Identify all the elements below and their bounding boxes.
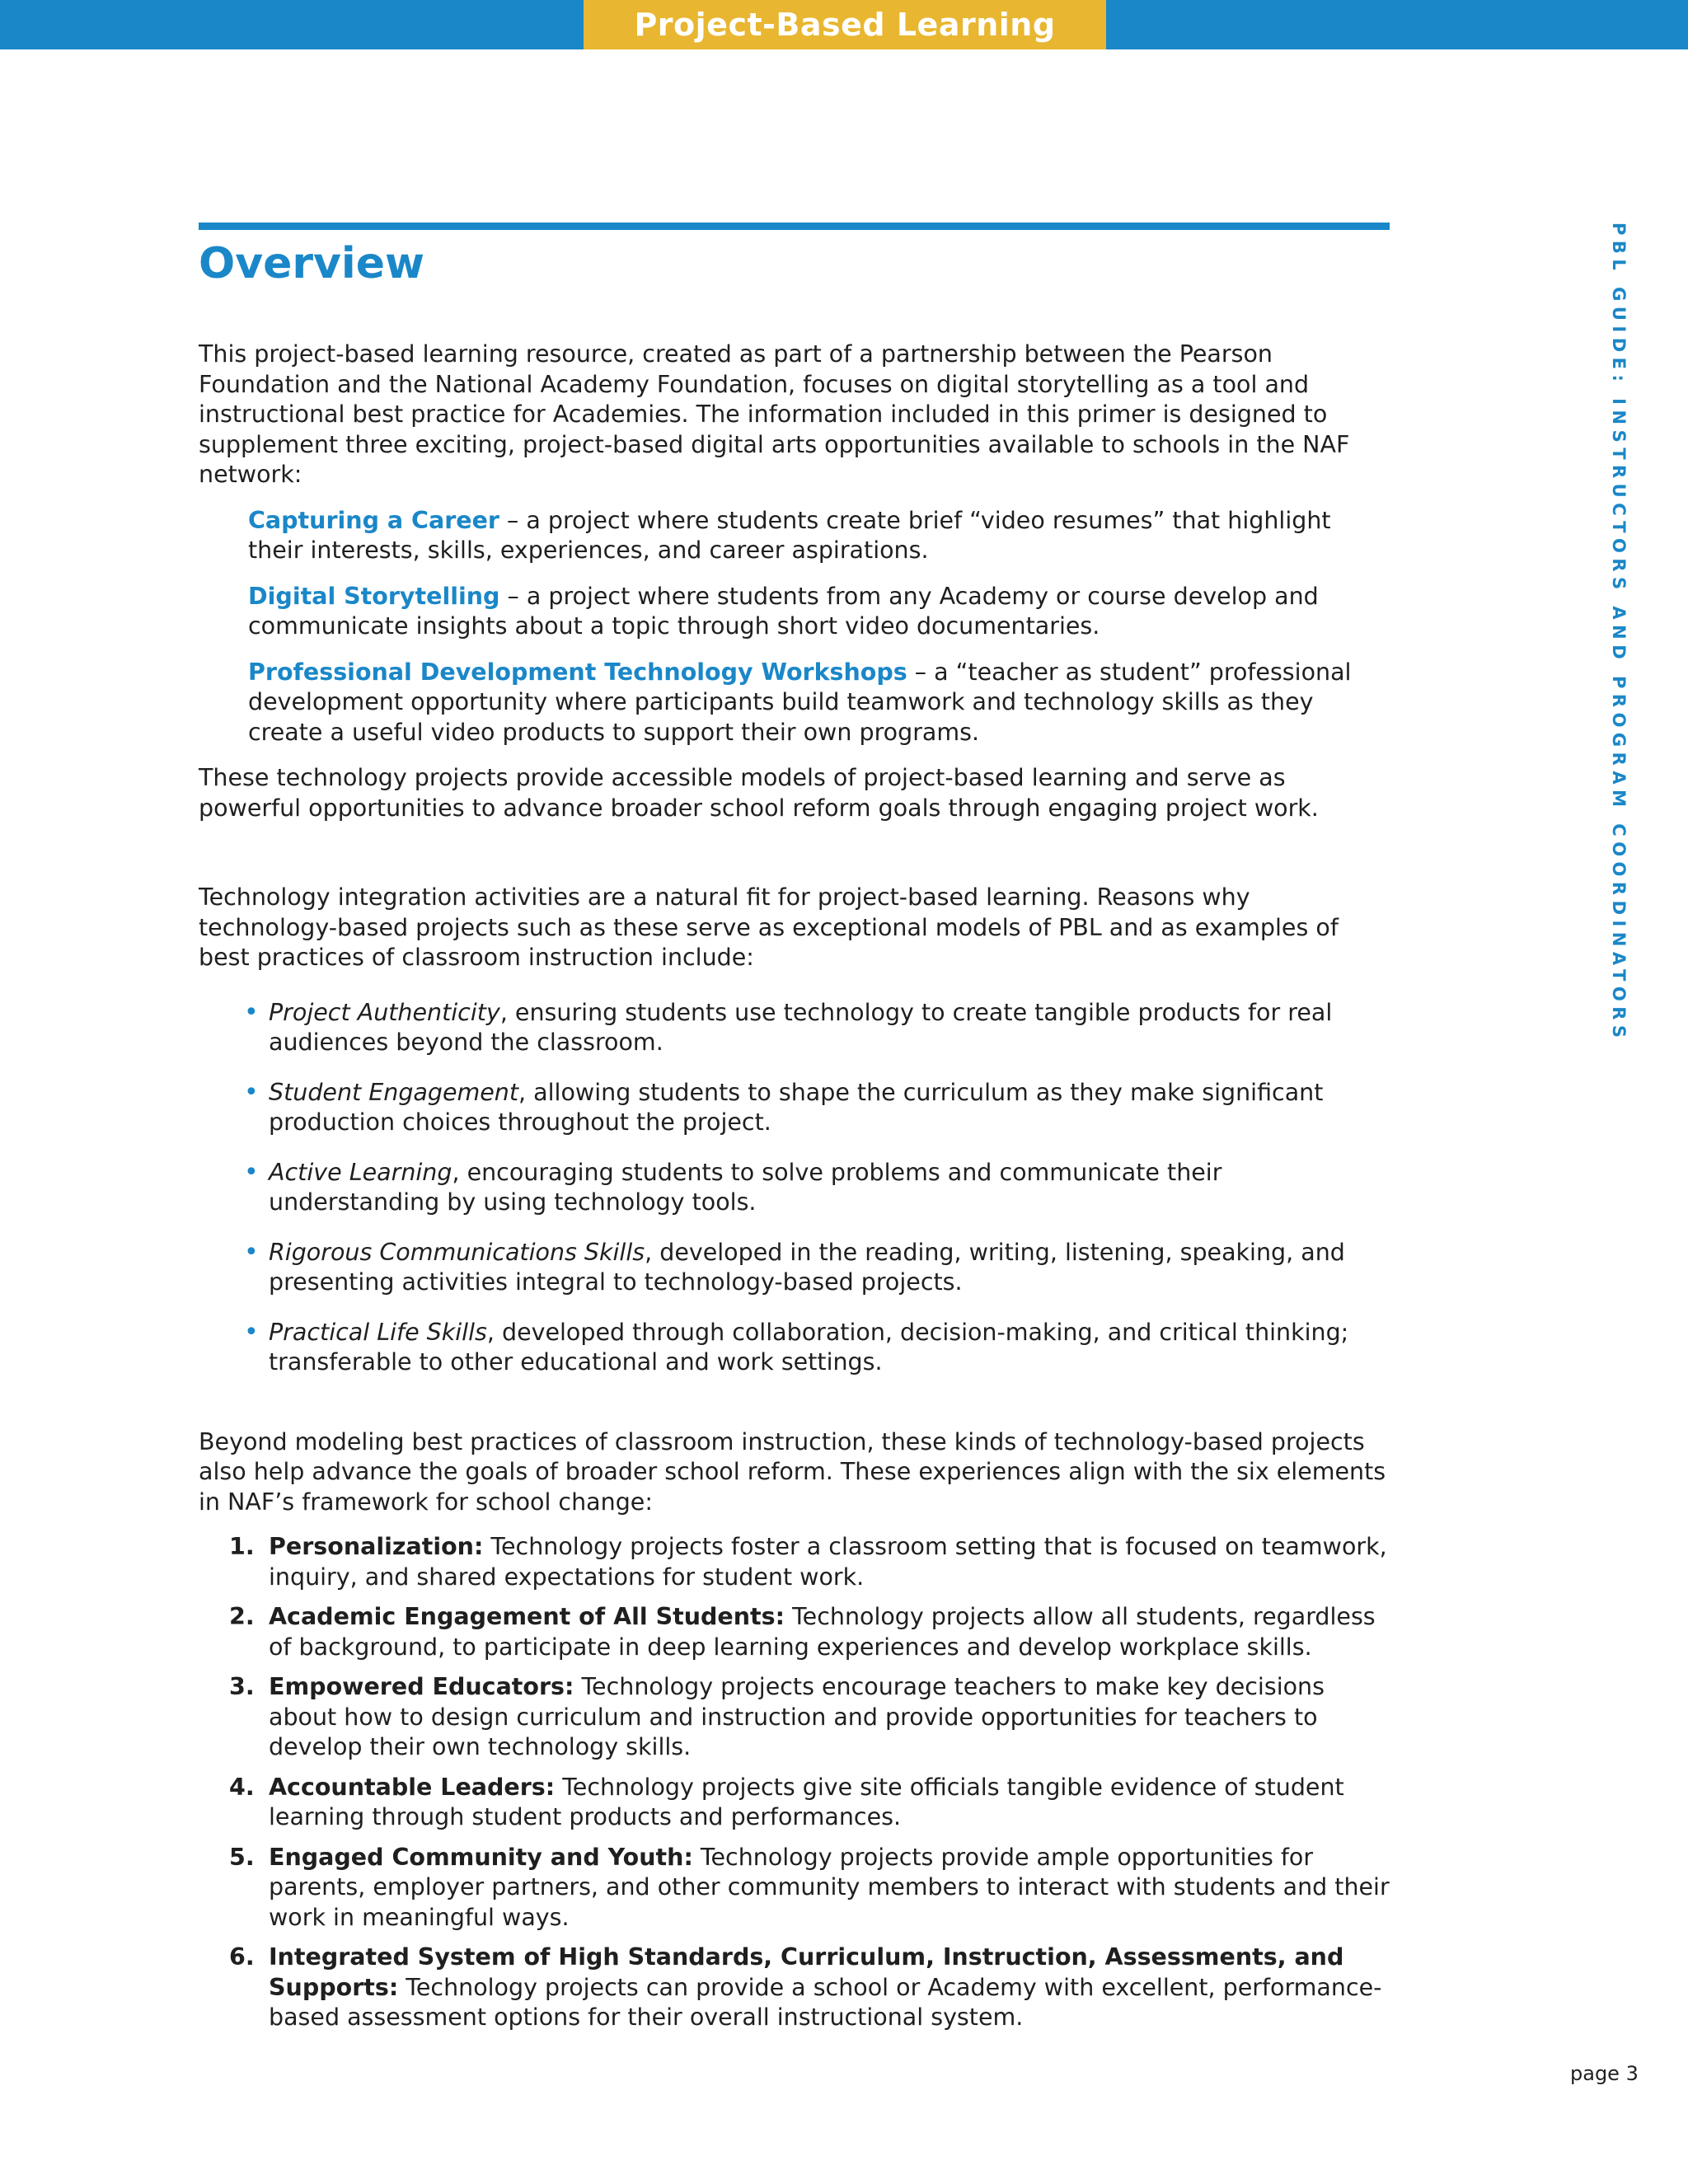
list-item [199, 1318, 1390, 1378]
bullet-icon: • [244, 997, 259, 1027]
reason-text: , developed in the reading, writing, listening, speaking, and presenting activities integral to technology-based projects. [269, 1238, 1345, 1296]
list-item [199, 1238, 1390, 1298]
intro-paragraph: This project-based learning resource, created as part of a partnership between the Pearson Foundation and the National Academy Foundation, focuses on digital storytelling as a tool and instructional best practice for Academies. The information included in this primer is designed to supplement three exciting, project-based digital arts opportunities available to schools in the NAF network: [199, 340, 1350, 488]
element-text: Technology projects give site officials tangible evidence of student learning through student products and performances. [269, 1773, 1344, 1830]
list-item [199, 998, 1390, 1058]
reason-term: Project Authenticity [269, 998, 500, 1026]
project-description: – a “teacher as student” professional development opportunity where participants build teamwork and technology skills as they create a useful video products to support their own programs. [248, 658, 1352, 746]
list-item [199, 1843, 1390, 1933]
reasons-list [199, 998, 1390, 1378]
element-term: Engaged Community and Youth: [269, 1843, 693, 1871]
reason-term: Active Learning [269, 1158, 452, 1186]
element-text: Technology projects can provide a school or Academy with excellent, performance-based assessment options for their overall instructional system. [269, 1973, 1382, 2031]
reason-term: Practical Life Skills [269, 1318, 487, 1346]
technology-intro-paragraph: Technology integration activities are a natural fit for project-based learning. Reasons why technology-based projects such as these serve as exceptional models of PBL and as examples of best practices of classroom instruction include: [199, 883, 1339, 971]
project-item [248, 582, 1390, 642]
list-item [199, 1672, 1390, 1763]
list-item [199, 1532, 1390, 1592]
list-item [199, 1602, 1390, 1662]
bullet-icon: • [244, 1157, 259, 1187]
section-rule [199, 223, 1390, 230]
list-item [199, 1943, 1390, 2033]
project-description: – a project where students create brief “video resumes” that highlight their interests, skills, experiences, and career aspirations. [248, 506, 1331, 564]
bullet-icon: • [244, 1317, 259, 1347]
item-number: 4. [229, 1773, 255, 1801]
item-number: 5. [229, 1843, 255, 1871]
element-term: Personalization: [269, 1533, 484, 1560]
project-item [248, 658, 1390, 748]
projects-summary-paragraph: These technology projects provide accessible models of project-based learning and serve as powerful opportunities to advance broader school reform goals through engaging project work. [199, 764, 1319, 822]
element-term: Academic Engagement of All Students: [269, 1603, 785, 1630]
element-text: Technology projects encourage teachers to make key decisions about how to design curriculum and instruction and provide opportunities for teachers to develop their own technology skills. [269, 1673, 1325, 1760]
item-number: 2. [229, 1603, 255, 1630]
reason-term: Student Engagement [269, 1078, 519, 1106]
project-name: Professional Development Technology Workshops [248, 658, 907, 686]
section-title: Overview [199, 239, 425, 288]
reform-elements-list [199, 1532, 1390, 2033]
element-text: Technology projects provide ample opportunities for parents, employer partners, and other community members to interact with students and their work in meaningful ways. [269, 1843, 1390, 1931]
side-running-label: PBL GUIDE: INSTRUCTORS AND PROGRAM COORDINATORS [1609, 223, 1629, 1043]
element-text: Technology projects allow all students, regardless of background, to participate in deep learning experiences and develop workplace skills. [269, 1603, 1376, 1661]
reason-text: , developed through collaboration, decision-making, and critical thinking; transferable to other educational and work settings. [269, 1318, 1349, 1376]
element-term: Integrated System of High Standards, Curriculum, Instruction, Assessments, and Supports: [269, 1943, 1344, 2001]
reason-text: , allowing students to shape the curriculum as they make significant production choices throughout the project. [269, 1078, 1324, 1136]
guide-title-tab: Project-Based Learning Guide [584, 0, 1106, 49]
item-number: 6. [229, 1943, 255, 1971]
reason-text: , encouraging students to solve problems and communicate their understanding by using technology tools. [269, 1158, 1222, 1216]
page-number: page 3 [1570, 2062, 1639, 2085]
project-item [248, 506, 1390, 566]
item-number: 1. [229, 1533, 255, 1560]
item-number: 3. [229, 1673, 255, 1700]
main-content [199, 340, 1390, 2043]
list-item [199, 1773, 1390, 1833]
project-name: Digital Storytelling [248, 582, 500, 610]
project-description: – a project where students from any Academy or course develop and communicate insights about a topic through short video documentaries. [248, 582, 1319, 640]
list-item [199, 1158, 1390, 1218]
element-term: Accountable Leaders: [269, 1773, 556, 1801]
project-name: Capturing a Career [248, 506, 499, 534]
reason-text: , ensuring students use technology to create tangible products for real audiences beyond the classroom. [269, 998, 1333, 1056]
reason-term: Rigorous Communications Skills [269, 1238, 645, 1266]
bullet-icon: • [244, 1077, 259, 1107]
list-item [199, 1078, 1390, 1138]
header-bar [0, 0, 1688, 92]
element-text: Technology projects foster a classroom setting that is focused on teamwork, inquiry, and shared expectations for student work. [269, 1533, 1387, 1591]
bullet-icon: • [244, 1237, 259, 1267]
element-term: Empowered Educators: [269, 1673, 574, 1700]
reform-intro-paragraph: Beyond modeling best practices of classroom instruction, these kinds of technology-based projects also help advance the goals of broader school reform. These experiences align with the six elements in NAF’s framework for school change: [199, 1427, 1386, 1516]
